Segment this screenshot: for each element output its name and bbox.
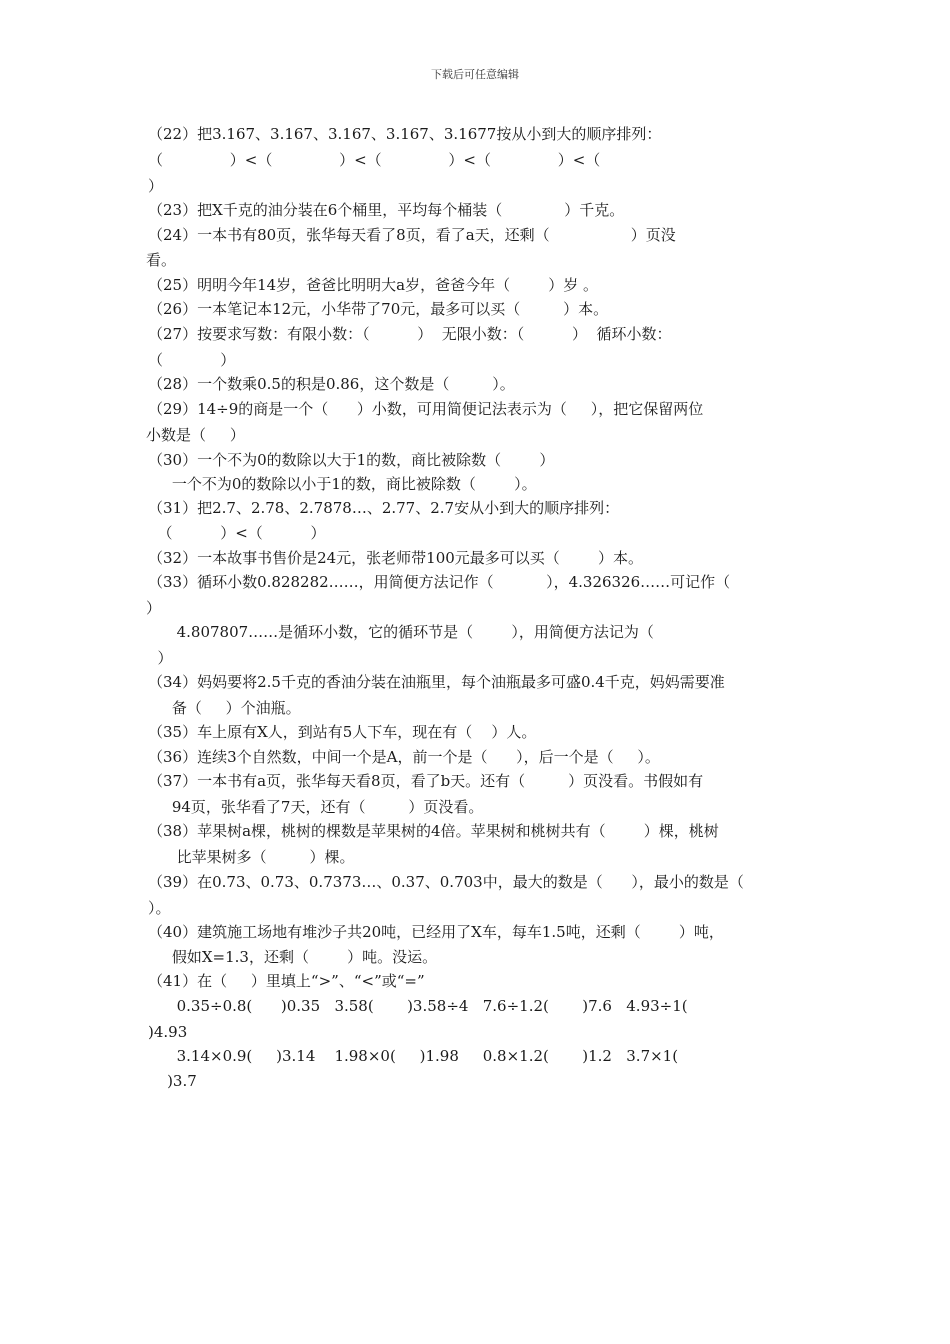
text-line: （31）把2.7、2.78、2.7878…、2.77、2.7安从小到大的顺序排列：	[148, 499, 620, 517]
text-line: 看。	[146, 251, 177, 269]
text-line: )4.93	[148, 1023, 188, 1041]
text-line: 小数是（ ）	[146, 426, 245, 444]
text-line: （36）连续3个自然数，中间一个是A，前一个是（ ），后一个是（ ）。	[148, 748, 660, 766]
text-line: 假如X=1.3，还剩（ ）吨。没运。	[148, 948, 438, 966]
text-line: （23）把X千克的油分装在6个桶里，平均每个桶装（ ）千克。	[148, 201, 625, 219]
text-line: )3.7	[148, 1072, 197, 1090]
text-line: （39）在0.73、0.73、0.7373…、0.37、0.703中，最大的数是（ ），最小的数是（	[148, 873, 744, 891]
text-line: （40）建筑施工场地有堆沙子共20吨，已经用了X车，每车1.5吨，还剩（ ）吨，	[148, 923, 724, 941]
text-line: （ ）<（ ）	[148, 524, 326, 542]
text-line: （25）明明今年14岁，爸爸比明明大a岁，爸爸今年（ ）岁 。	[148, 276, 599, 294]
text-line: 3.14×0.9( )3.14 1.98×0( )1.98 0.8×1.2( )1.2 3.7×1(	[148, 1047, 679, 1065]
text-line: （32）一本故事书售价是24元，张老师带100元最多可以买（ ）本。	[148, 549, 643, 567]
text-line: 94页，张华看了7天，还有（ ）页没看。	[148, 798, 484, 816]
text-line: （24）一本书有80页，张华每天看了8页，看了a天，还剩（ ）页没	[148, 226, 676, 244]
text-line: （33）循环小数0.828282……，用简便方法记作（ ），4.326326……可记作（	[148, 573, 731, 591]
text-line: 备（ ）个油瓶。	[148, 699, 301, 717]
text-line: 一个不为0的数除以小于1的数，商比被除数（ ）。	[148, 475, 537, 493]
page-header: 下载后可任意编辑	[431, 68, 519, 81]
text-line: （ ）<（ ）<（ ）<（ ）<（	[148, 151, 601, 169]
text-line: 4.807807……是循环小数，它的循环节是（ ），用简便方法记为（	[148, 623, 654, 641]
text-line: （26）一本笔记本12元，小华带了70元，最多可以买（ ）本。	[148, 300, 609, 318]
text-line: ）	[146, 599, 162, 617]
text-line: （41）在（ ）里填上“>”、“<”或“=”	[148, 972, 425, 990]
text-line: （ ）	[148, 351, 236, 369]
text-line: （28）一个数乘0.5的积是0.86，这个数是（ ）。	[148, 375, 515, 393]
text-line: ）	[148, 649, 173, 667]
text-line: ）。	[148, 899, 171, 917]
text-line: （34）妈妈要将2.5千克的香油分装在油瓶里，每个油瓶最多可盛0.4千克，妈妈需要准	[148, 673, 725, 691]
text-line: （37）一本书有a页，张华每天看8页，看了b天。还有（ ）页没看。书假如有	[148, 772, 704, 790]
text-line: 比苹果树多（ ）棵。	[148, 848, 355, 866]
text-line: （38）苹果树a棵，桃树的棵数是苹果树的4倍。苹果树和桃树共有（ ）棵，桃树	[148, 822, 719, 840]
text-line: （22）把3.167、3.167、3.167、3.167、3.1677按从小到大的顺序排列：	[148, 125, 662, 143]
text-line: （35）车上原有X人，到站有5人下车，现在有（ ）人。	[148, 723, 537, 741]
text-line: （27）按要求写数：有限小数：（ ） 无限小数：（ ） 循环小数：	[148, 325, 672, 343]
text-line: 0.35÷0.8( )0.35 3.58( )3.58÷4 7.6÷1.2( )7.6 4.93÷1(	[148, 997, 688, 1015]
text-line: （30）一个不为0的数除以大于1的数，商比被除数（ ）	[148, 451, 555, 469]
text-line: ）	[148, 177, 164, 195]
text-line: （29）14÷9的商是一个（ ）小数，可用简便记法表示为（ ），把它保留两位	[148, 400, 704, 418]
